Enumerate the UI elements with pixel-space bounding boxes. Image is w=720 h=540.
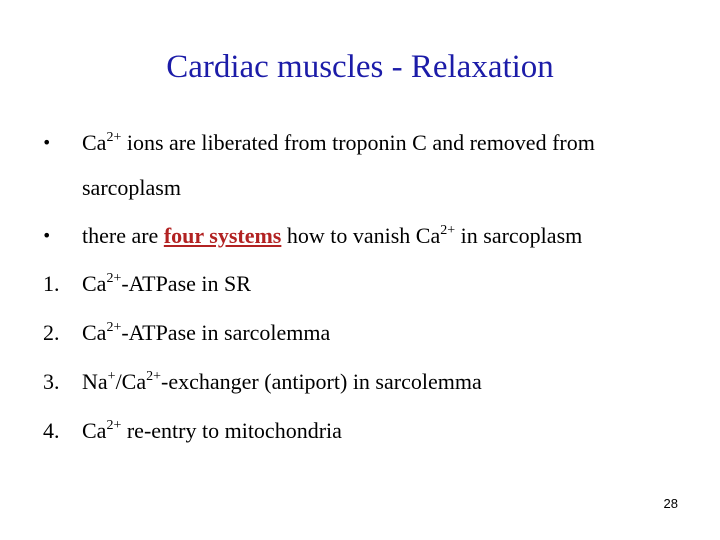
- superscript: 2+: [146, 369, 162, 384]
- superscript: +: [107, 369, 116, 384]
- text-run: re-entry to mitochondria: [121, 418, 342, 443]
- text-run: in sarcoplasm: [455, 223, 583, 248]
- item-number: 1.: [43, 271, 60, 296]
- bullet-text-continued: sarcoplasm: [82, 175, 181, 200]
- text-run: -exchanger (antiport) in sarcolemma: [161, 369, 482, 394]
- text-run: Ca: [82, 271, 107, 296]
- bullet-text: [82, 223, 582, 253]
- text-run: Ca: [82, 130, 107, 155]
- text-run: how to vanish Ca: [281, 223, 441, 248]
- text-run: -ATPase in SR: [121, 271, 251, 296]
- item-text: [82, 271, 251, 301]
- superscript: 2+: [106, 418, 122, 433]
- item-text: [82, 320, 330, 350]
- superscript: 2+: [106, 320, 122, 335]
- item-number: 2.: [43, 320, 60, 345]
- superscript: 2+: [440, 223, 456, 238]
- bullet-marker: •: [42, 133, 52, 152]
- text-run: Ca: [82, 418, 107, 443]
- text-run: -ATPase in sarcolemma: [121, 320, 331, 345]
- bullet-marker: •: [42, 226, 52, 245]
- text-run: there are: [82, 223, 164, 248]
- item-number: 4.: [43, 418, 60, 443]
- bullet-text: [82, 130, 595, 160]
- page-number: 28: [663, 496, 678, 511]
- slide-title: Cardiac muscles - Relaxation: [166, 49, 554, 85]
- superscript: 2+: [106, 130, 122, 145]
- text-run: Ca: [82, 320, 107, 345]
- item-number: 3.: [43, 369, 60, 394]
- emphasized-text: four systems: [163, 223, 282, 248]
- text-run: /Ca: [115, 369, 147, 394]
- superscript: 2+: [106, 271, 122, 286]
- text-run: ions are liberated from troponin C and removed from: [121, 130, 595, 155]
- item-text: [82, 418, 342, 448]
- text-run: Na: [82, 369, 108, 394]
- item-text: [82, 369, 482, 399]
